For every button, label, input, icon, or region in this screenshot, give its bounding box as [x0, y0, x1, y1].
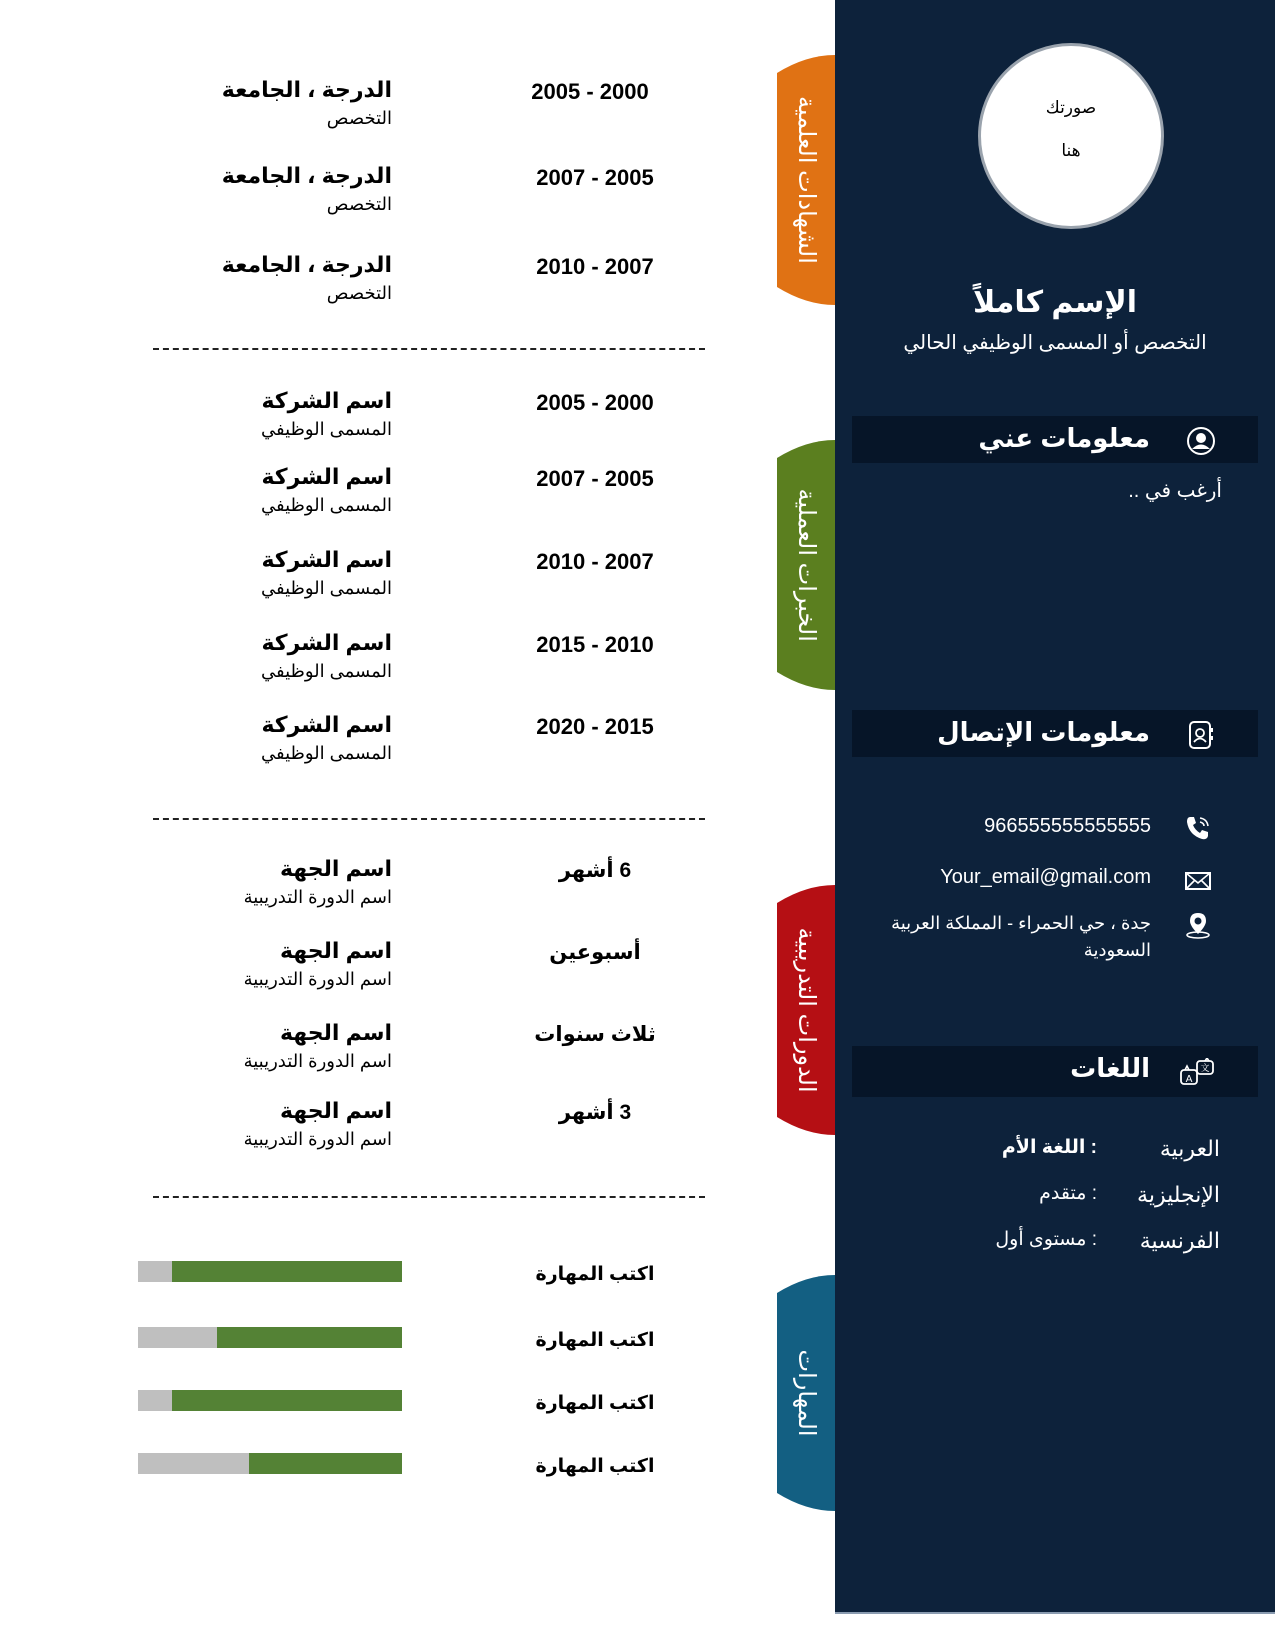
experience-years: 2007 - 2005 — [536, 466, 654, 491]
course-provider: اسم الجهة — [279, 1020, 392, 1045]
education-subtitle: التخصص — [326, 283, 392, 303]
address-line-1: جدة ، حي الحمراء - المملكة العربية — [891, 913, 1151, 933]
skill-label: اكتب المهارة — [535, 1264, 655, 1285]
section-divider — [153, 818, 705, 820]
tab-courses — [777, 885, 835, 1135]
contact-heading: معلومات الإتصال — [937, 717, 1150, 747]
course-provider: اسم الجهة — [279, 856, 392, 881]
experience-job-title: المسمى الوظيفي — [260, 495, 392, 515]
contact-book-icon — [1186, 720, 1216, 750]
language-level: : اللغة الأم — [1001, 1137, 1097, 1158]
experience-company: اسم الشركة — [261, 388, 392, 413]
experience-job-title: المسمى الوظيفي — [260, 419, 392, 439]
languages-section-header — [852, 1046, 1258, 1097]
skill-label: اكتب المهارة — [535, 1456, 655, 1477]
experience-company: اسم الشركة — [261, 547, 392, 572]
svg-text:A: A — [1185, 1074, 1193, 1085]
skill-bar — [138, 1453, 402, 1474]
language-level: : متقدم — [1039, 1183, 1097, 1204]
education-years: 2007 - 2005 — [536, 165, 654, 190]
envelope-icon — [1183, 866, 1213, 896]
tab-education — [777, 55, 835, 305]
sidebar — [835, 0, 1275, 1614]
language-name: الفرنسية — [1139, 1228, 1220, 1253]
photo-placeholder[interactable] — [978, 43, 1164, 229]
course-duration: 6 أشهر — [558, 859, 632, 882]
course-name: اسم الدورة التدريبية — [243, 1051, 392, 1071]
section-divider — [153, 1196, 705, 1198]
experience-job-title: المسمى الوظيفي — [260, 661, 392, 681]
language-name: الإنجليزية — [1137, 1182, 1220, 1207]
course-duration: 3 أشهر — [558, 1101, 632, 1124]
phone-number[interactable]: 966555555555555 — [984, 815, 1151, 837]
experience-years: 2015 - 2010 — [536, 632, 654, 657]
course-name: اسم الدورة التدريبية — [243, 1129, 392, 1149]
experience-years: 2010 - 2007 — [536, 549, 654, 574]
skill-bar — [138, 1327, 402, 1348]
experience-years: 2020 - 2015 — [536, 714, 654, 739]
course-duration: ثلاث سنوات — [534, 1023, 656, 1046]
experience-job-title: المسمى الوظيفي — [260, 743, 392, 763]
job-title: التخصص أو المسمى الوظيفي الحالي — [903, 332, 1207, 354]
tab-courses-label: الدورات التدريبية — [793, 927, 820, 1093]
tab-skills-label: المهارات — [793, 1349, 820, 1437]
experience-company: اسم الشركة — [261, 464, 392, 489]
experience-job-title: المسمى الوظيفي — [260, 578, 392, 598]
education-years: 2005 - 2000 — [531, 79, 649, 104]
skill-bar-fill — [172, 1261, 402, 1282]
photo-placeholder-text: هنا — [1061, 141, 1081, 160]
skill-bar-fill — [217, 1327, 402, 1348]
skill-bar — [138, 1261, 402, 1282]
tab-education-label: الشهادات العلمية — [793, 96, 820, 264]
education-years: 2010 - 2007 — [536, 254, 654, 279]
about-text: أرغب في .. — [1128, 480, 1222, 502]
skill-label: اكتب المهارة — [535, 1393, 655, 1414]
svg-text:文: 文 — [1200, 1064, 1210, 1074]
email-address[interactable]: Your_email@gmail.com — [940, 866, 1151, 888]
language-name: العربية — [1159, 1136, 1220, 1161]
education-subtitle: التخصص — [326, 194, 392, 214]
experience-years: 2005 - 2000 — [536, 390, 654, 415]
experience-company: اسم الشركة — [261, 630, 392, 655]
tab-experience-label: الخبرات العملية — [793, 488, 820, 642]
education-title: الدرجة ، الجامعة — [221, 163, 392, 188]
section-divider — [153, 348, 705, 350]
user-circle-icon — [1186, 426, 1216, 456]
education-subtitle: التخصص — [326, 108, 392, 128]
phone-icon — [1183, 813, 1213, 843]
about-heading: معلومات عني — [978, 423, 1150, 453]
address-line-2: السعودية — [1083, 940, 1151, 960]
photo-placeholder-text: صورتك — [1045, 98, 1097, 117]
contact-section-header — [852, 710, 1258, 757]
skill-bar-fill — [172, 1390, 402, 1411]
translate-icon — [1178, 1058, 1218, 1088]
course-name: اسم الدورة التدريبية — [243, 969, 392, 989]
skill-bar-fill — [249, 1453, 402, 1474]
course-name: اسم الدورة التدريبية — [243, 887, 392, 907]
course-provider: اسم الجهة — [279, 1098, 392, 1123]
tab-skills — [777, 1275, 835, 1511]
tab-experience — [777, 440, 835, 690]
experience-company: اسم الشركة — [261, 712, 392, 737]
full-name: الإسم كاملاً — [972, 286, 1138, 319]
languages-heading: اللغات — [1070, 1053, 1150, 1083]
education-title: الدرجة ، الجامعة — [221, 252, 392, 277]
location-pin-icon — [1183, 910, 1213, 940]
skill-label: اكتب المهارة — [535, 1330, 655, 1351]
course-duration: أسبوعين — [549, 941, 641, 964]
education-title: الدرجة ، الجامعة — [221, 77, 392, 102]
course-provider: اسم الجهة — [279, 938, 392, 963]
language-level: : مستوى أول — [995, 1229, 1097, 1250]
about-section-header — [852, 416, 1258, 463]
skill-bar — [138, 1390, 402, 1411]
